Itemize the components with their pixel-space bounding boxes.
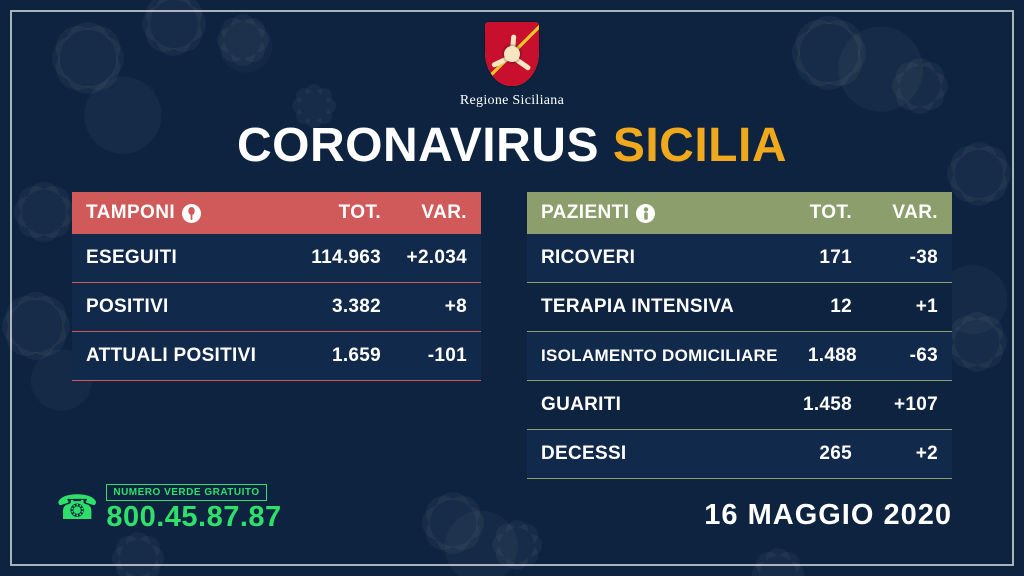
table-row xyxy=(72,332,481,381)
table-row xyxy=(527,234,952,283)
row-total: 114.963 xyxy=(311,247,381,268)
row-label: RICOVERI xyxy=(541,247,636,268)
virus-decoration-icon xyxy=(430,500,476,546)
row-total: 171 xyxy=(819,247,852,268)
table-title-tamponi: TAMPONI xyxy=(86,202,175,223)
page-title-main: CORONAVIRUS xyxy=(237,119,599,172)
person-icon xyxy=(636,204,655,223)
row-label: ESEGUITI xyxy=(86,247,178,268)
table-row xyxy=(72,283,481,332)
row-total: 265 xyxy=(819,443,852,464)
column-header-tot-right: TOT. xyxy=(809,202,852,223)
row-variation: +8 xyxy=(444,296,467,317)
column-header-tot-left: TOT. xyxy=(338,202,381,223)
row-variation: +2 xyxy=(915,443,938,464)
table-row xyxy=(527,332,952,381)
report-date: 16 MAGGIO 2020 xyxy=(704,499,952,531)
virus-decoration-icon xyxy=(120,540,156,576)
row-total: 12 xyxy=(830,296,852,317)
column-header-var-right: VAR. xyxy=(892,202,938,223)
stats-tables xyxy=(72,192,952,479)
table-header-pazienti xyxy=(527,192,952,234)
table-row xyxy=(527,430,952,479)
row-variation: -38 xyxy=(909,247,938,268)
emblem-caption: Regione Siciliana xyxy=(459,93,565,108)
swab-icon xyxy=(182,204,201,223)
table-row xyxy=(527,381,952,430)
emblem-block xyxy=(0,22,1024,109)
table-title-pazienti: PAZIENTI xyxy=(541,202,630,223)
row-label: ISOLAMENTO DOMICILIARE xyxy=(541,346,778,365)
virus-decoration-icon xyxy=(10,300,62,352)
row-label: ATTUALI POSITIVI xyxy=(86,345,257,366)
row-label: GUARITI xyxy=(541,394,622,415)
row-variation: +107 xyxy=(894,394,938,415)
virus-decoration-icon xyxy=(760,556,796,576)
phone-icon: ☎ xyxy=(56,489,99,527)
table-tamponi xyxy=(72,192,481,479)
row-variation: -63 xyxy=(909,345,938,366)
table-row xyxy=(527,283,952,332)
table-pazienti xyxy=(527,192,952,479)
column-header-var-left: VAR. xyxy=(421,202,467,223)
virus-decoration-icon xyxy=(955,320,999,364)
row-variation: +2.034 xyxy=(406,247,467,268)
hotline-label: NUMERO VERDE GRATUITO xyxy=(106,484,266,501)
table-header-tamponi xyxy=(72,192,481,234)
hotline-number: 800.45.87.87 xyxy=(106,501,282,533)
hotline-block xyxy=(56,484,282,532)
page-title-accent: SICILIA xyxy=(612,119,787,172)
table-row xyxy=(72,234,481,283)
trinacria-shield-icon xyxy=(485,22,539,86)
row-label: POSITIVI xyxy=(86,296,169,317)
row-total: 3.382 xyxy=(331,296,381,317)
row-total: 1.458 xyxy=(802,394,852,415)
virus-decoration-icon xyxy=(500,528,534,562)
row-variation: -101 xyxy=(427,345,467,366)
virus-decoration-icon xyxy=(22,190,66,234)
row-total: 1.488 xyxy=(807,345,857,366)
row-label: TERAPIA INTENSIVA xyxy=(541,296,735,317)
row-total: 1.659 xyxy=(331,345,381,366)
row-variation: +1 xyxy=(915,296,938,317)
page-title xyxy=(0,118,1024,173)
row-label: DECESSI xyxy=(541,443,627,464)
